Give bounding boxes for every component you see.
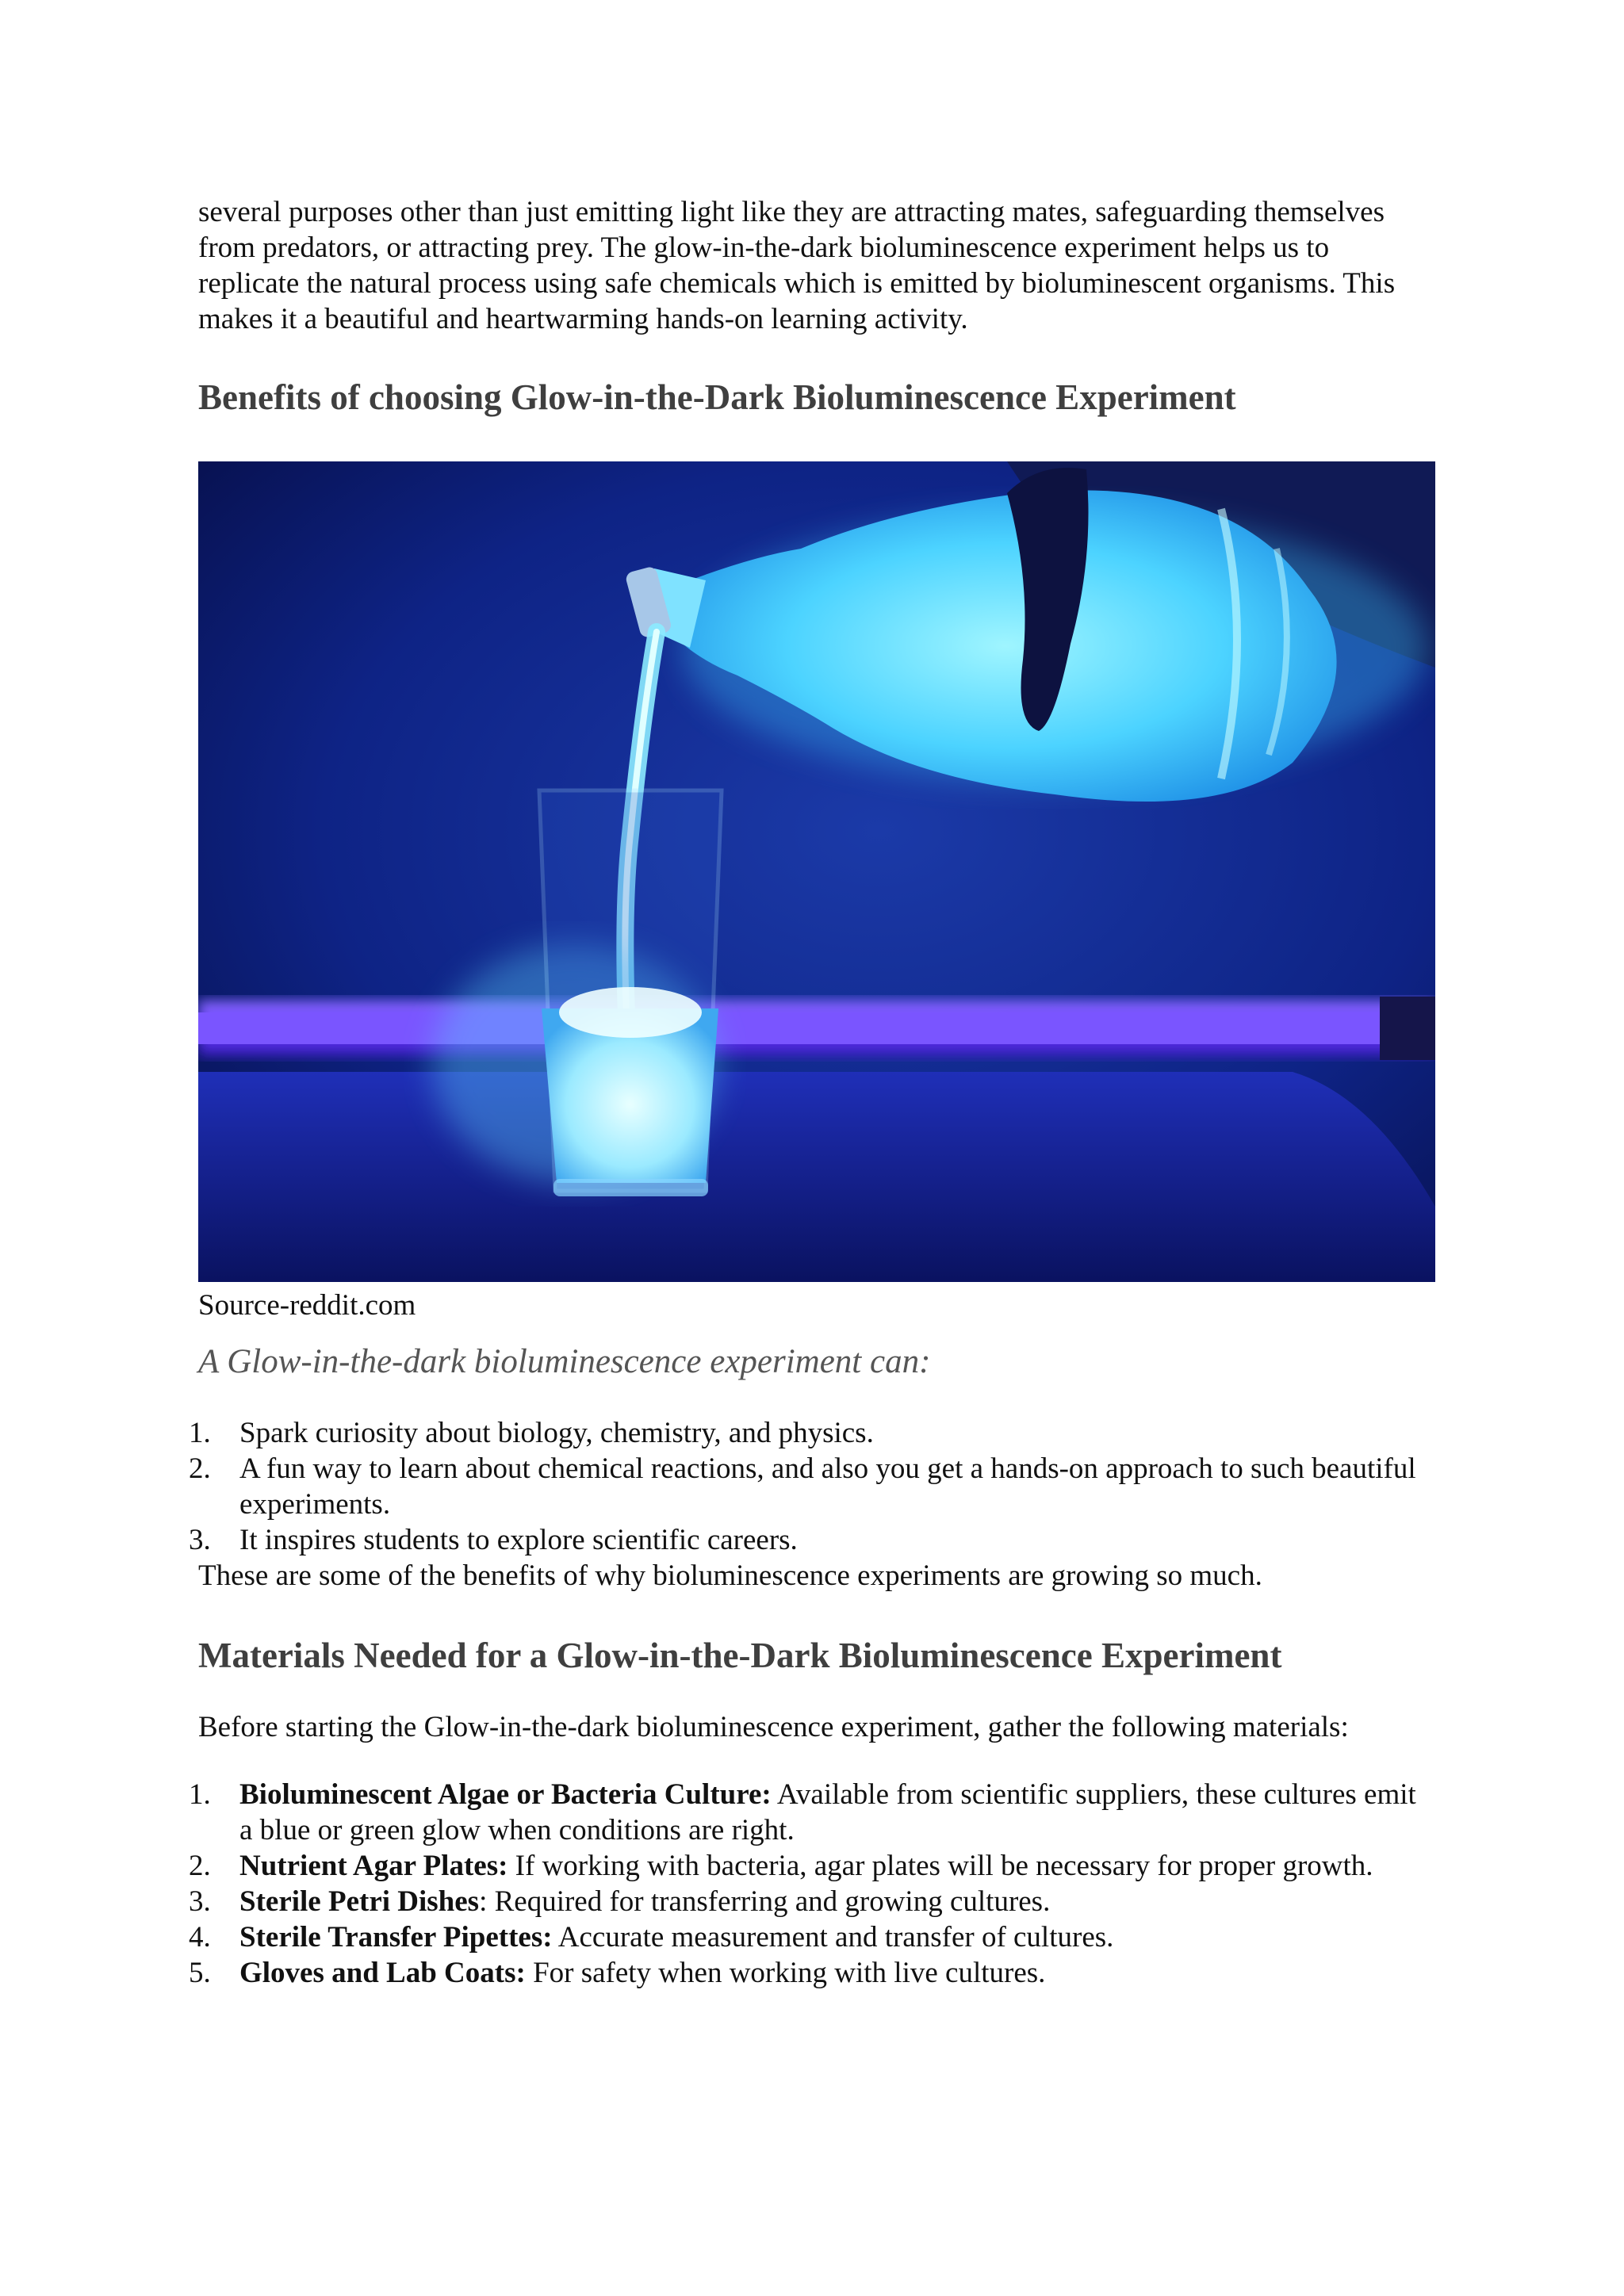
list-item bbox=[189, 1884, 1435, 1919]
material-description: If working with bacteria, agar plates will be necessary for proper growth. bbox=[508, 1850, 1373, 1882]
list-number: 3. bbox=[189, 1524, 211, 1556]
document-page bbox=[189, 194, 1435, 1991]
material-term: Bioluminescent Algae or Bacteria Culture: bbox=[239, 1778, 772, 1811]
list-number: 4. bbox=[189, 1921, 211, 1954]
image-caption: Source-reddit.com bbox=[198, 1289, 416, 1322]
materials-heading: Materials Needed for a Glow-in-the-Dark Bioluminescence Experiment bbox=[198, 1636, 1282, 1675]
material-description: For safety when working with live cultures. bbox=[525, 1957, 1046, 1989]
material-description: : Required for transferring and growing cultures. bbox=[479, 1885, 1051, 1918]
list-number: 1. bbox=[189, 1417, 211, 1449]
list-item bbox=[189, 1919, 1435, 1955]
materials-list bbox=[189, 1777, 1435, 1991]
list-item bbox=[189, 1415, 1435, 1451]
material-term: Sterile Petri Dishes bbox=[239, 1885, 480, 1918]
material-term: Nutrient Agar Plates: bbox=[239, 1850, 508, 1882]
benefits-heading: Benefits of choosing Glow-in-the-Dark Bioluminescence Experiment bbox=[198, 377, 1236, 417]
list-number: 3. bbox=[189, 1885, 211, 1918]
list-text: A fun way to learn about chemical reactions, and also you get a hands-on approach to such beautiful experiments. bbox=[239, 1452, 1416, 1521]
material-term: Gloves and Lab Coats: bbox=[239, 1957, 526, 1989]
materials-intro: Before starting the Glow-in-the-dark bioluminescence experiment, gather the following materials: bbox=[198, 1711, 1349, 1743]
material-description: Accurate measurement and transfer of cultures. bbox=[552, 1921, 1114, 1954]
bioluminescence-photo bbox=[198, 461, 1435, 1282]
benefits-list bbox=[189, 1415, 1435, 1558]
list-number: 1. bbox=[189, 1778, 211, 1811]
list-number: 2. bbox=[189, 1850, 211, 1882]
list-item bbox=[189, 1848, 1435, 1884]
list-item bbox=[189, 1451, 1435, 1522]
intro-paragraph: several purposes other than just emitting light like they are attracting mates, safeguarding themselves from predators, or attracting prey. The glow-in-the-dark bioluminescence experiment helps us to replicate the natural process using safe chemicals which is emitted by bioluminescent organisms. This makes it a beautiful and heartwarming hands-on learning activity. bbox=[198, 196, 1396, 335]
list-item bbox=[189, 1522, 1435, 1558]
list-text: It inspires students to explore scientific careers. bbox=[239, 1524, 798, 1556]
benefits-closing: These are some of the benefits of why bioluminescence experiments are growing so much. bbox=[198, 1559, 1262, 1592]
list-number: 2. bbox=[189, 1452, 211, 1485]
glowing-liquid-pour-photo-icon bbox=[198, 461, 1435, 1282]
material-description: Available from scientific suppliers, these cultures emit a blue or green glow when conditions are right. bbox=[239, 1778, 1416, 1846]
list-item bbox=[189, 1777, 1435, 1848]
list-number: 5. bbox=[189, 1957, 211, 1989]
benefits-subheading: A Glow-in-the-dark bioluminescence experiment can: bbox=[198, 1343, 931, 1380]
list-item bbox=[189, 1955, 1435, 1991]
material-term: Sterile Transfer Pipettes: bbox=[239, 1921, 553, 1954]
list-text: Spark curiosity about biology, chemistry, and physics. bbox=[239, 1417, 874, 1449]
